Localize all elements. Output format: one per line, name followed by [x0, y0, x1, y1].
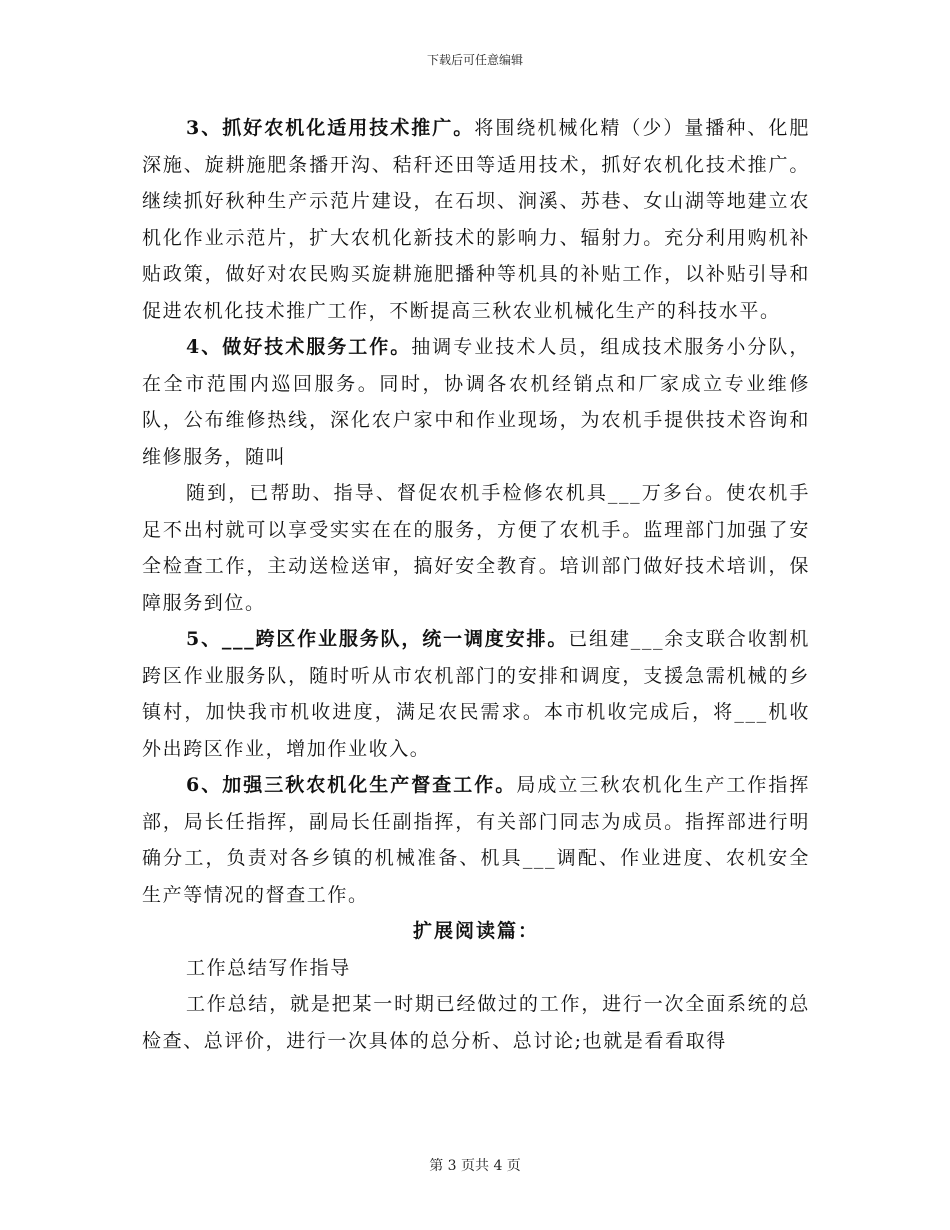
section-5-body: 已组建___余支联合收割机跨区作业服务队，随时听从市农机部门的安排和调度，支援急需机械的乡镇村，加快我市机收进度，满足农民需求。本市机收完成后，将___机收外出跨区作业，增加作业收入。	[142, 628, 810, 760]
page-footer: 第 3 页共 4 页	[429, 1158, 521, 1174]
document-body	[142, 110, 810, 1059]
section-5-heading: 5、___跨区作业服务队，统一调度安排。	[186, 628, 569, 650]
section-4-continued	[142, 475, 810, 621]
section-6-body: 局成立三秋农机化生产工作指挥部，局长任指挥，副局长任副指挥，有关部门同志为成员。指挥部进行明确分工，负责对各乡镇的机械准备、机具___调配、作业进度、农机安全生产等情况的督查工作。	[142, 774, 810, 906]
section-5	[142, 621, 810, 767]
section-6	[142, 767, 810, 913]
section-6-heading: 6、加强三秋农机化生产督查工作。	[186, 774, 517, 796]
extended-reading-body: 工作总结，就是把某一时期已经做过的工作，进行一次全面系统的总检查、总评价，进行一次具体的总分析、总讨论;也就是看看取得	[142, 993, 810, 1052]
extended-reading-subtitle: 工作总结写作指导	[186, 956, 351, 979]
section-3-heading: 3、抓好农机化适用技术推广。	[186, 117, 475, 139]
section-3-body: 将围绕机械化精（少）量播种、化肥深施、旋耕施肥条播开沟、秸秆还田等适用技术，抓好农机化技术推广。继续抓好秋种生产示范片建设，在石坝、涧溪、苏巷、女山湖等地建立农机化作业示范片，扩大农机化新技术的影响力、辐射力。充分利用购机补贴政策，做好对农民购买旋耕施肥播种等机具的补贴工作，以补贴引导和促进农机化技术推广工作，不断提高三秋农业机械化生产的科技水平。	[142, 117, 810, 322]
section-4	[142, 329, 810, 475]
section-4-body: 抽调专业技术人员，组成技术服务小分队，在全市范围内巡回服务。同时，协调各农机经销点和厂家成立专业维修队，公布维修热线，深化农户家中和作业现场，为农机手提供技术咨询和维修服务，随叫	[142, 336, 811, 468]
extended-reading-title: 扩展阅读篇：	[412, 920, 539, 942]
page-header: 下载后可任意编辑	[426, 53, 523, 67]
section-3	[142, 110, 810, 329]
section-4-heading: 4、做好技术服务工作。	[186, 336, 412, 358]
section-4-continued-body: 随到，已帮助、指导、督促农机手检修农机具___万多台。使农机手足不出村就可以享受实实在在的服务，方便了农机手。监理部门加强了安全检查工作，主动送检送审，搞好安全教育。培训部门做好技术培训，保障服务到位。	[142, 482, 810, 614]
